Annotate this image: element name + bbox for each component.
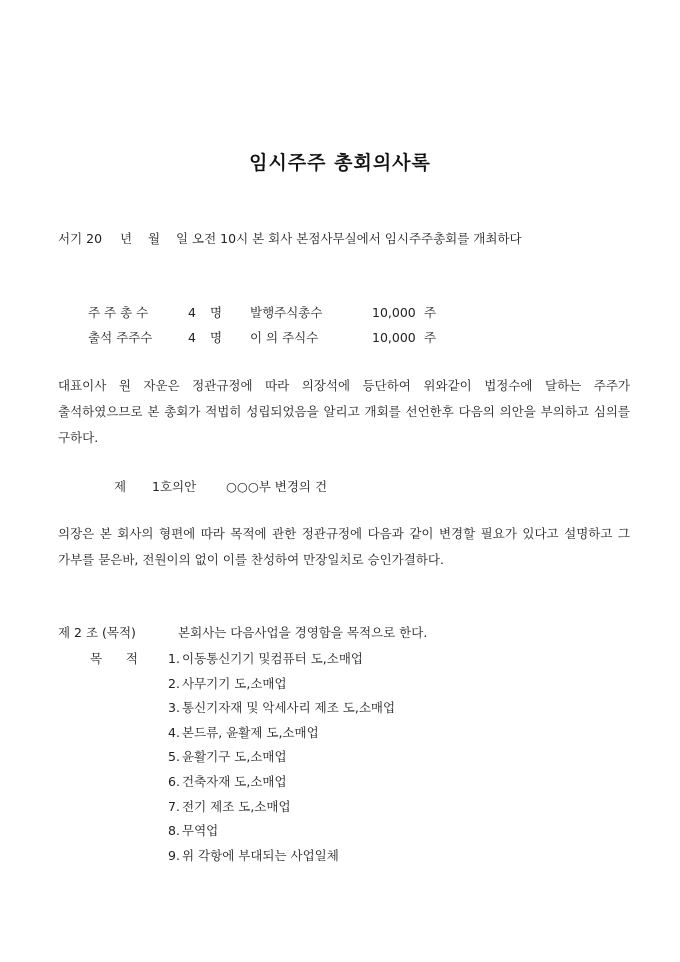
purpose-item-number: 5. <box>168 749 180 764</box>
attending-shareholders-unit: 명 <box>210 330 223 345</box>
purpose-item-text: 통신기자재 및 악세사리 제조 도,소매업 <box>182 700 396 715</box>
these-shares-label: 이 의 주식수 <box>250 330 319 345</box>
purpose-item-text: 본드류, 윤활제 도,소매업 <box>182 725 319 740</box>
intro-month-unit: 월 <box>148 231 161 246</box>
total-shareholders-unit: 명 <box>210 305 223 320</box>
attending-shareholders-label: 출석 주주수 <box>88 330 153 345</box>
issued-shares-unit: 주 <box>424 305 437 320</box>
purpose-item-text: 위 각항에 부대되는 사업일체 <box>182 848 339 863</box>
article-text: 본회사는 다음사업을 경영함을 목적으로 한다. <box>178 625 428 640</box>
purpose-item-number: 8. <box>168 823 180 838</box>
issued-shares-label: 발행주식총수 <box>250 305 323 320</box>
purpose-item-number: 2. <box>168 676 180 691</box>
agenda-prefix: 제 <box>114 479 127 494</box>
resolution-paragraph: 의장은 본 회사의 형편에 따라 목적에 관한 정관규정에 다음과 같이 변경할 필요가 있다고 설명하고 그 가부를 묻은바, 전원이의 없이 이를 찬성하여 만장일치로 승인가결하다. <box>58 526 630 567</box>
purpose-item-text: 사무기기 도,소매업 <box>182 676 287 691</box>
purpose-item-text: 윤활기구 도,소매업 <box>182 749 287 764</box>
purpose-item-number: 6. <box>168 774 180 789</box>
purpose-item-number: 4. <box>168 725 180 740</box>
purpose-item-text: 건축자재 도,소매업 <box>182 774 287 789</box>
opening-paragraph: 대표이사 원 자운은 정관규정에 따라 의장석에 등단하여 위와같이 법정수에 달하는 주주가 출석하였으므로 본 총회가 적법히 성립되었음을 알리고 개회를 선언한후 다음의 의안을 부의하고 심의를 구하다. <box>58 378 630 445</box>
agenda-number: 1호의안 <box>152 479 197 494</box>
purpose-item-number: 9. <box>168 848 180 863</box>
purpose-item-text: 전기 제조 도,소매업 <box>182 799 291 814</box>
intro-year: 서기 20 <box>58 231 103 246</box>
purpose-item-text: 이동통신기기 및컴퓨터 도,소매업 <box>182 651 363 666</box>
purpose-item-number: 7. <box>168 799 180 814</box>
issued-shares-value: 10,000 <box>372 305 416 320</box>
agenda-title: ○○○부 변경의 건 <box>226 479 328 494</box>
intro-year-unit: 년 <box>120 231 133 246</box>
purpose-label: 목 적 <box>90 651 138 666</box>
purpose-item-number: 3. <box>168 700 180 715</box>
purpose-item-number: 1. <box>168 651 180 666</box>
total-shareholders-label: 주 주 총 수 <box>88 305 149 320</box>
intro-text: 일 오전 10시 본 회사 본점사무실에서 임시주주총회를 개최하다 <box>176 231 522 246</box>
total-shareholders-count: 4 <box>188 305 196 320</box>
these-shares-value: 10,000 <box>372 330 416 345</box>
attending-shareholders-count: 4 <box>188 330 196 345</box>
article-heading: 제 2 조 (목적) <box>58 625 136 640</box>
purpose-item-text: 무역업 <box>182 823 219 838</box>
these-shares-unit: 주 <box>424 330 437 345</box>
document-title: 임시주주 총회의사록 <box>249 152 431 174</box>
